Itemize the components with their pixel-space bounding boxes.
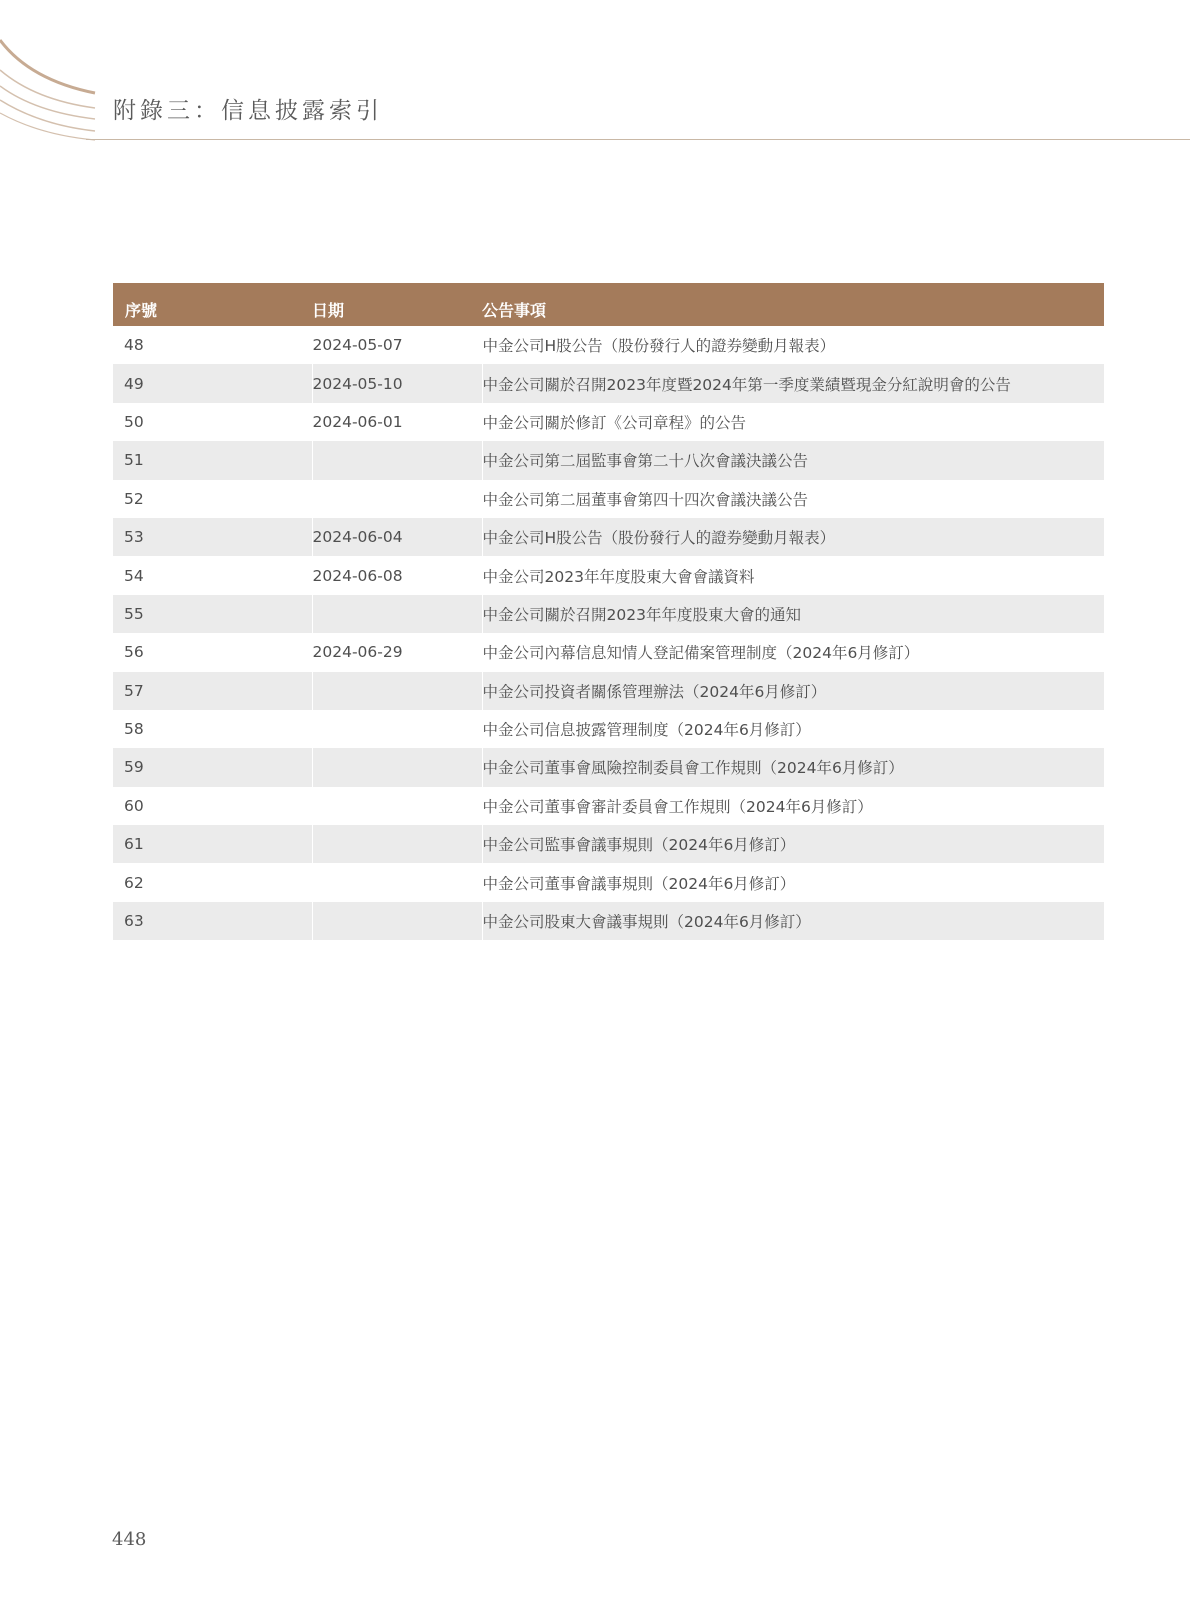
table-row (113, 556, 1104, 594)
table-row (113, 633, 1104, 671)
row-number: 62 (124, 873, 144, 892)
row-date: 2024-06-08 (312, 556, 482, 594)
row-item: 中金公司投資者關係管理辦法（2024年6月修訂） (482, 672, 1104, 710)
row-item: 中金公司股東大會議事規則（2024年6月修訂） (482, 902, 1104, 940)
row-item: 中金公司關於召開2023年度暨2024年第一季度業績暨現金分紅說明會的公告 (482, 364, 1104, 402)
row-item: 中金公司董事會審計委員會工作規則（2024年6月修訂） (482, 787, 1104, 825)
table-row (113, 902, 1104, 940)
row-date (312, 441, 482, 479)
page-title: 附錄三：信息披露索引 (113, 98, 383, 124)
column-header-item: 公告事項 (482, 283, 1104, 326)
row-number: 50 (124, 412, 144, 431)
decorative-arcs (0, 0, 110, 145)
row-number: 49 (113, 364, 312, 402)
row-date: 2024-05-10 (312, 364, 482, 402)
row-number: 51 (113, 441, 312, 479)
table-row (113, 672, 1104, 710)
table-row (113, 863, 1104, 901)
row-date (312, 863, 482, 901)
row-date: 2024-05-07 (312, 326, 482, 364)
row-number: 58 (124, 720, 144, 739)
row-number: 60 (124, 796, 144, 815)
row-item: 中金公司2023年年度股東大會會議資料 (482, 556, 1104, 594)
table-row (113, 518, 1104, 556)
row-item: 中金公司董事會風險控制委員會工作規則（2024年6月修訂） (482, 748, 1104, 786)
row-item: 中金公司H股公告（股份發行人的證券變動月報表） (482, 518, 1104, 556)
row-number: 48 (124, 336, 144, 355)
disclosure-index-table (113, 283, 1104, 940)
row-number: 59 (113, 748, 312, 786)
row-number: 53 (113, 518, 312, 556)
row-date (312, 902, 482, 940)
row-date (312, 710, 482, 748)
table-row (113, 825, 1104, 863)
row-number: 54 (124, 566, 144, 585)
row-item: 中金公司第二屆監事會第二十八次會議決議公告 (482, 441, 1104, 479)
row-date: 2024-06-04 (312, 518, 482, 556)
table-header-row (113, 283, 1104, 326)
row-item: 中金公司H股公告（股份發行人的證券變動月報表） (482, 326, 1104, 364)
row-item: 中金公司信息披露管理制度（2024年6月修訂） (482, 710, 1104, 748)
column-header-number: 序號 (113, 283, 312, 326)
row-number: 55 (113, 595, 312, 633)
row-date (312, 748, 482, 786)
row-date (312, 480, 482, 518)
table-row (113, 787, 1104, 825)
table-row (113, 595, 1104, 633)
row-item: 中金公司關於召開2023年年度股東大會的通知 (482, 595, 1104, 633)
column-header-date: 日期 (312, 283, 482, 326)
table-row (113, 748, 1104, 786)
row-date (312, 595, 482, 633)
row-item: 中金公司監事會議事規則（2024年6月修訂） (482, 825, 1104, 863)
row-item: 中金公司董事會議事規則（2024年6月修訂） (482, 863, 1104, 901)
row-item: 中金公司關於修訂《公司章程》的公告 (482, 403, 1104, 441)
row-item: 中金公司內幕信息知情人登記備案管理制度（2024年6月修訂） (482, 633, 1104, 671)
row-number: 56 (124, 643, 144, 662)
row-date: 2024-06-01 (312, 403, 482, 441)
page-number: 448 (112, 1529, 147, 1550)
table-row (113, 326, 1104, 364)
row-number: 52 (124, 489, 144, 508)
row-date (312, 787, 482, 825)
row-date (312, 825, 482, 863)
row-date: 2024-06-29 (312, 633, 482, 671)
table-row (113, 480, 1104, 518)
row-item: 中金公司第二屆董事會第四十四次會議決議公告 (482, 480, 1104, 518)
row-date (312, 672, 482, 710)
table-row (113, 364, 1104, 402)
table-row (113, 441, 1104, 479)
table-row (113, 403, 1104, 441)
table-row (113, 710, 1104, 748)
row-number: 63 (113, 902, 312, 940)
row-number: 61 (113, 825, 312, 863)
header-divider (86, 139, 1190, 140)
row-number: 57 (113, 672, 312, 710)
